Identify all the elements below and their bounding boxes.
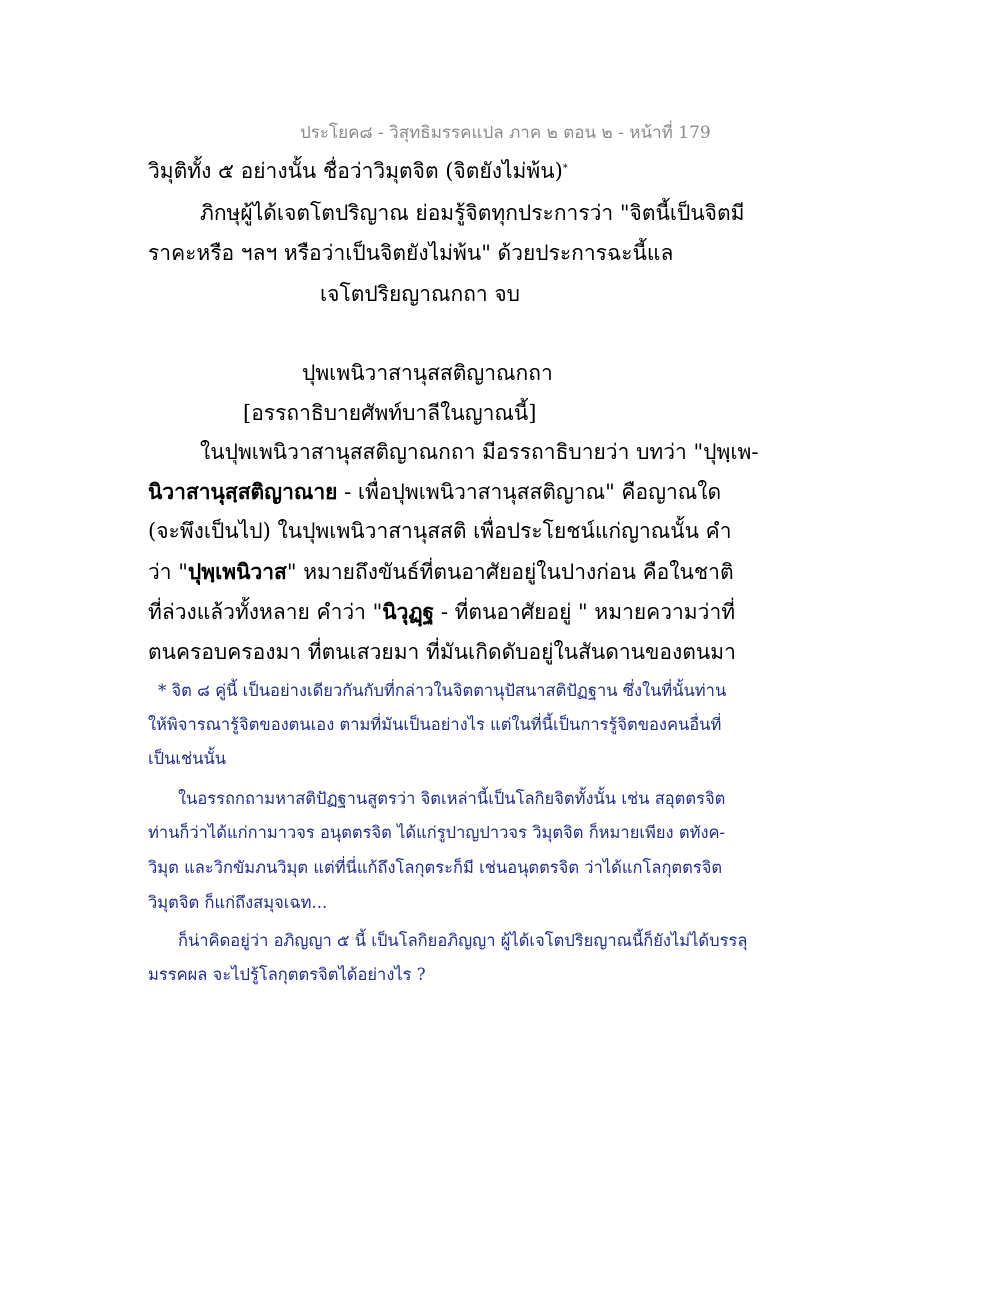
body-line-3: ราคะหรือ ฯลฯ หรือว่าเป็นจิตยังไม่พ้น" ด้วยประการฉะนี้แล (148, 241, 674, 265)
paragraph-line-4-b: " หมายถึงขันธ์ที่ตนอาศัยอยู่ในปางก่อน คือในชาติ (286, 560, 734, 584)
paragraph-line-6: ตนครอบครองมา ที่ตนเสวยมา ที่มันเกิดดับอยู่ในสันดานของตนมา (148, 640, 736, 664)
footnote-line-4: ในอรรถกถามหาสติปัฏฐานสูตรว่า จิตเหล่านี้เป็นโลกิยจิตทั้งนั้น เช่น สอุตตรจิต (178, 789, 726, 808)
footnote-line-2: ให้พิจารณารู้จิตของตนเอง ตามที่มันเป็นอย่างไร แต่ในที่นี้เป็นการรู้จิตของคนอื่นที่ (148, 715, 722, 734)
footnote-line-3: เป็นเช่นนั้น (148, 749, 227, 768)
paragraph-line-4 (148, 557, 734, 587)
footnote-marker: * (562, 163, 568, 174)
footnote-line-6: วิมุต และวิกขัมภนวิมุต แต่ที่นี่แก้ถึงโลกุตระก็มี เช่นอนุตตรจิต ว่าได้แกโลกุตตรจิต (148, 858, 723, 877)
section-subtitle: [อรรถาธิบายศัพท์บาลีในญาณนี้] (243, 401, 537, 425)
paragraph-line-2-text: - เพื่อปุพเพนิวาสานุสสติญาณ" คือญาณใด (337, 480, 722, 504)
pali-term-bold: นิวุฏฺฐ (382, 599, 435, 624)
paragraph-line-1: ในปุพเพนิวาสานุสสติญาณกถา มีอรรถาธิบายว่า บทว่า "ปุพฺเพ- (200, 440, 759, 464)
footnote-line-5: ท่านก็ว่าได้แก่กามาวจร อนุตตรจิต ได้แก่รูปาญปาวจร วิมุตจิต ก็หมายเพียง ตทังค- (148, 823, 726, 842)
body-line-1-text: วิมุติทั้ง ๕ อย่างนั้น ชื่อว่าวิมุตจิต (จิตยังไม่พ้น) (148, 159, 563, 183)
footnote-line-7: วิมุตจิต ก็แก่ถึงสมุจเฉท... (148, 893, 328, 912)
paragraph-line-5-b: - ที่ตนอาศัยอยู่ " หมายความว่าที่ (434, 600, 736, 624)
pali-term-bold: ปุพฺเพนิวาส (187, 559, 287, 584)
section-end-label: เจโตปริยญาณกถา จบ (320, 282, 521, 306)
paragraph-line-2 (148, 477, 721, 507)
footnote-line-1: * จิต ๘ คู่นี้ เป็นอย่างเดียวกันกับที่กล่าวในจิตตานุปัสนาสติปัฏฐาน ซึ่งในที่นั้นท่าน (158, 681, 727, 700)
paragraph-line-3: (จะพึงเป็นไป) ในปุพเพนิวาสานุสสติ เพื่อประโยชน์แก่ญาณนั้น คำ (148, 519, 732, 543)
section-title: ปุพเพนิวาสานุสสติญาณกถา (302, 361, 553, 385)
paragraph-line-5 (148, 597, 735, 627)
footnote-line-8: ก็น่าคิดอยู่ว่า อภิญญา ๕ นี้ เป็นโลกิยอภิญญา ผู้ได้เจโตปริยญาณนี้ก็ยังไม่ได้บรรลุ (178, 931, 748, 950)
paragraph-line-4-a: ว่า " (148, 560, 188, 584)
page-header: ประโยค๘ - วิสุทธิมรรคแปล ภาค ๒ ตอน ๒ - หน้าที่ 179 (300, 123, 711, 143)
footnote-line-9: มรรคผล จะไปรู้โลกุตตรจิตได้อย่างไร ? (148, 965, 426, 984)
pali-term-bold: นิวาสานุสฺสติญาณาย (148, 479, 338, 504)
body-line-2: ภิกษุผู้ได้เจตโตปริญาณ ย่อมรู้จิตทุกประการว่า "จิตนี้เป็นจิตมี (200, 201, 745, 225)
paragraph-line-5-a: ที่ล่วงแล้วทั้งหลาย คำว่า " (148, 600, 383, 624)
body-line-1 (148, 156, 568, 186)
